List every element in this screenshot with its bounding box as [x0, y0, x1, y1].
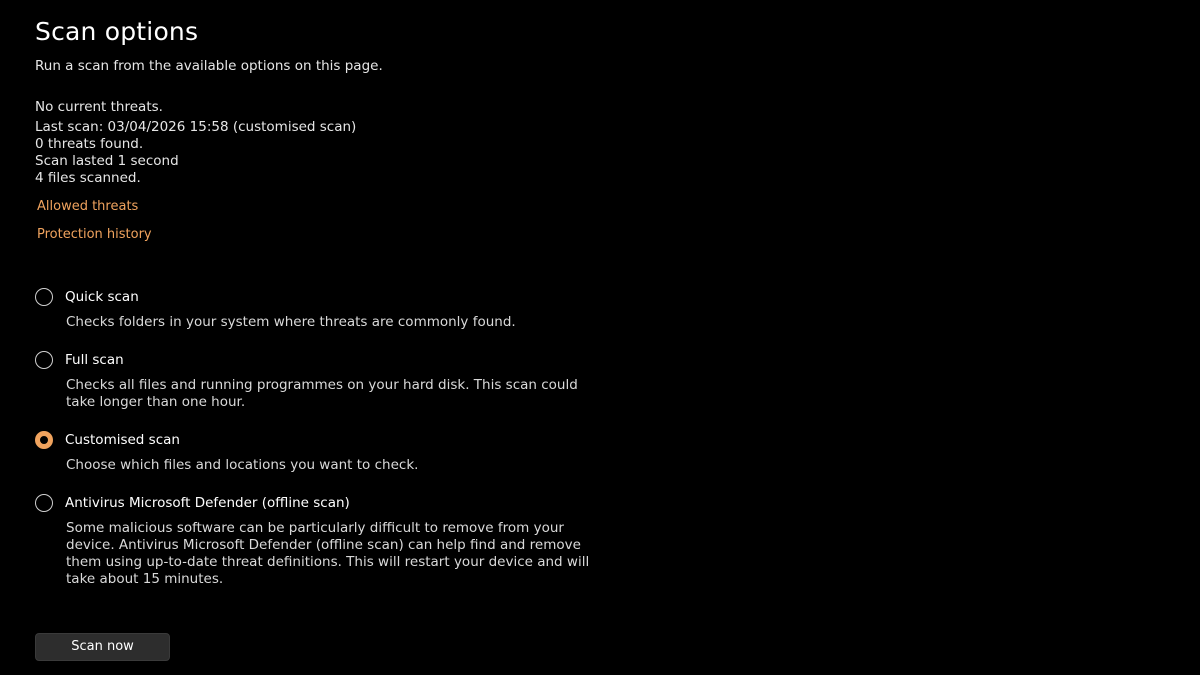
quick-scan-radio[interactable]: [35, 286, 635, 308]
scan-type-radio-group: [35, 286, 635, 606]
threats-found-text: 0 threats found.: [35, 136, 144, 152]
page-title: Scan options: [35, 17, 199, 46]
customised-scan-option: [35, 429, 635, 474]
protection-history-link[interactable]: Protection history: [37, 227, 152, 242]
option-description: Checks folders in your system where threats are commonly found.: [66, 314, 516, 330]
last-scan-text: Last scan: 03/04/2026 15:58 (customised scan): [35, 119, 357, 135]
scan-status: [35, 99, 1135, 187]
option-label[interactable]: Quick scan: [65, 289, 139, 305]
scan-duration-text: Scan lasted 1 second: [35, 153, 179, 169]
allowed-threats-link[interactable]: Allowed threats: [37, 199, 139, 214]
current-threats-text: No current threats.: [35, 99, 163, 115]
option-label[interactable]: Customised scan: [65, 432, 180, 448]
scan-options-page: [35, 16, 1135, 654]
option-description: Choose which files and locations you want to check.: [66, 457, 419, 473]
links-group: [35, 198, 1135, 243]
radio-unchecked-icon[interactable]: [35, 351, 53, 369]
full-scan-option: [35, 349, 635, 411]
option-label[interactable]: Antivirus Microsoft Defender (offline scan): [65, 495, 350, 511]
page-subtitle: Run a scan from the available options on this page.: [35, 58, 383, 74]
scan-now-button[interactable]: Scan now: [35, 633, 170, 661]
radio-unchecked-icon[interactable]: [35, 288, 53, 306]
full-scan-radio[interactable]: [35, 349, 635, 371]
option-description: Some malicious software can be particularly difficult to remove from your device. Antivirus Microsoft Defender (offline scan) can help find and remove them using up-to-date threat definitions. This will restart your device and will take about 15 minutes.: [66, 520, 590, 587]
files-scanned-text: 4 files scanned.: [35, 170, 141, 186]
customised-scan-radio[interactable]: [35, 429, 635, 451]
option-description: Checks all files and running programmes on your hard disk. This scan could take longer than one hour.: [66, 377, 578, 410]
offline-scan-radio[interactable]: [35, 492, 635, 514]
offline-scan-option: [35, 492, 635, 588]
quick-scan-option: [35, 286, 635, 331]
option-label[interactable]: Full scan: [65, 352, 124, 368]
radio-checked-icon[interactable]: [35, 431, 53, 449]
radio-unchecked-icon[interactable]: [35, 494, 53, 512]
